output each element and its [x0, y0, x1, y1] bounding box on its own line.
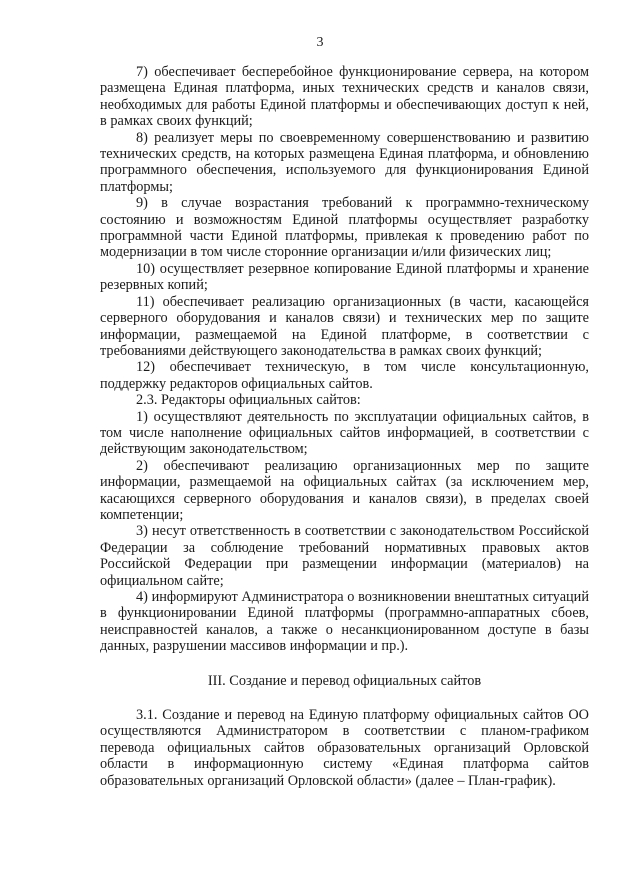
- paragraph-item-10: 10) осуществляет резервное копирование Единой платформы и хранение резервных копий;: [100, 260, 589, 294]
- subsection-2-3-title: 2.3. Редакторы официальных сайтов:: [136, 392, 361, 409]
- paragraph-item-11: 11) обеспечивает реализацию организационных (в части, касающейся серверного оборудования и каналов связи) и технических мер по защите информации, размещаемой на Единой платформе, в соответствии с требованиями действующего законодательства в рамках своих функций;: [100, 293, 589, 359]
- document-body: [100, 64, 589, 789]
- section-heading: III. Создание и перевод официальных сайтов: [207, 672, 482, 689]
- paragraph-editor-4: 4) информируют Администратора о возникновении внештатных ситуаций в функционировании Единой платформы (программно-аппаратных сбоев, неисправностей каналов, а также о несанкционированном доступе в базы данных, разрушении массивов информации и пр.).: [100, 589, 589, 655]
- paragraph-editor-3: 3) несут ответственность в соответствии с законодательством Российской Федерации за соблюдение требований нормативных правовых актов Российской Федерации при размещении информации (материалов) на официальном сайте;: [100, 523, 589, 589]
- page-number: 3: [316, 35, 324, 50]
- paragraph-item-7: 7) обеспечивает бесперебойное функционирование сервера, на котором размещена Единая платформа, иных технических средств и каналов связи, необходимых для работы Единой платформы и обеспечивающих доступ к ней, в рамках своих функций;: [100, 64, 589, 130]
- paragraph-editor-2: 2) обеспечивают реализацию организационных мер по защите информации, размещаемой на официальных сайтах (за исключением мер, касающихся серверного оборудования и каналов связи), в пределах своей компетенции;: [100, 457, 589, 523]
- paragraph-item-9: 9) в случае возрастания требований к программно-техническому состоянию и возможностям Единой платформы осуществляет разработку программной части Единой платформы, привлекая к проведению работ по модернизации в том числе сторонние организации и/или физических лиц;: [100, 195, 589, 261]
- paragraph-item-12: 12) обеспечивает техническую, в том числе консультационную, поддержку редакторов официальных сайтов.: [100, 359, 589, 392]
- paragraph-3-1: 3.1. Создание и перевод на Единую платформу официальных сайтов ОО осуществляются Администратором в соответствии с планом-графиком перевода официальных сайтов образовательных организаций Орловской области в информационную систему «Единая платформа сайтов образовательных организаций Орловской области» (далее – План-график).: [100, 707, 589, 789]
- paragraph-item-8: 8) реализует меры по своевременному совершенствованию и развитию технических средств, на которых размещена Единая платформа, и обновлению программного обеспечения, используемого для функционирования Единой платформы;: [100, 129, 589, 195]
- paragraph-editor-1: 1) осуществляют деятельность по эксплуатации официальных сайтов, в том числе наполнение официальных сайтов информацией, в соответствии с действующим законодательством;: [100, 408, 589, 458]
